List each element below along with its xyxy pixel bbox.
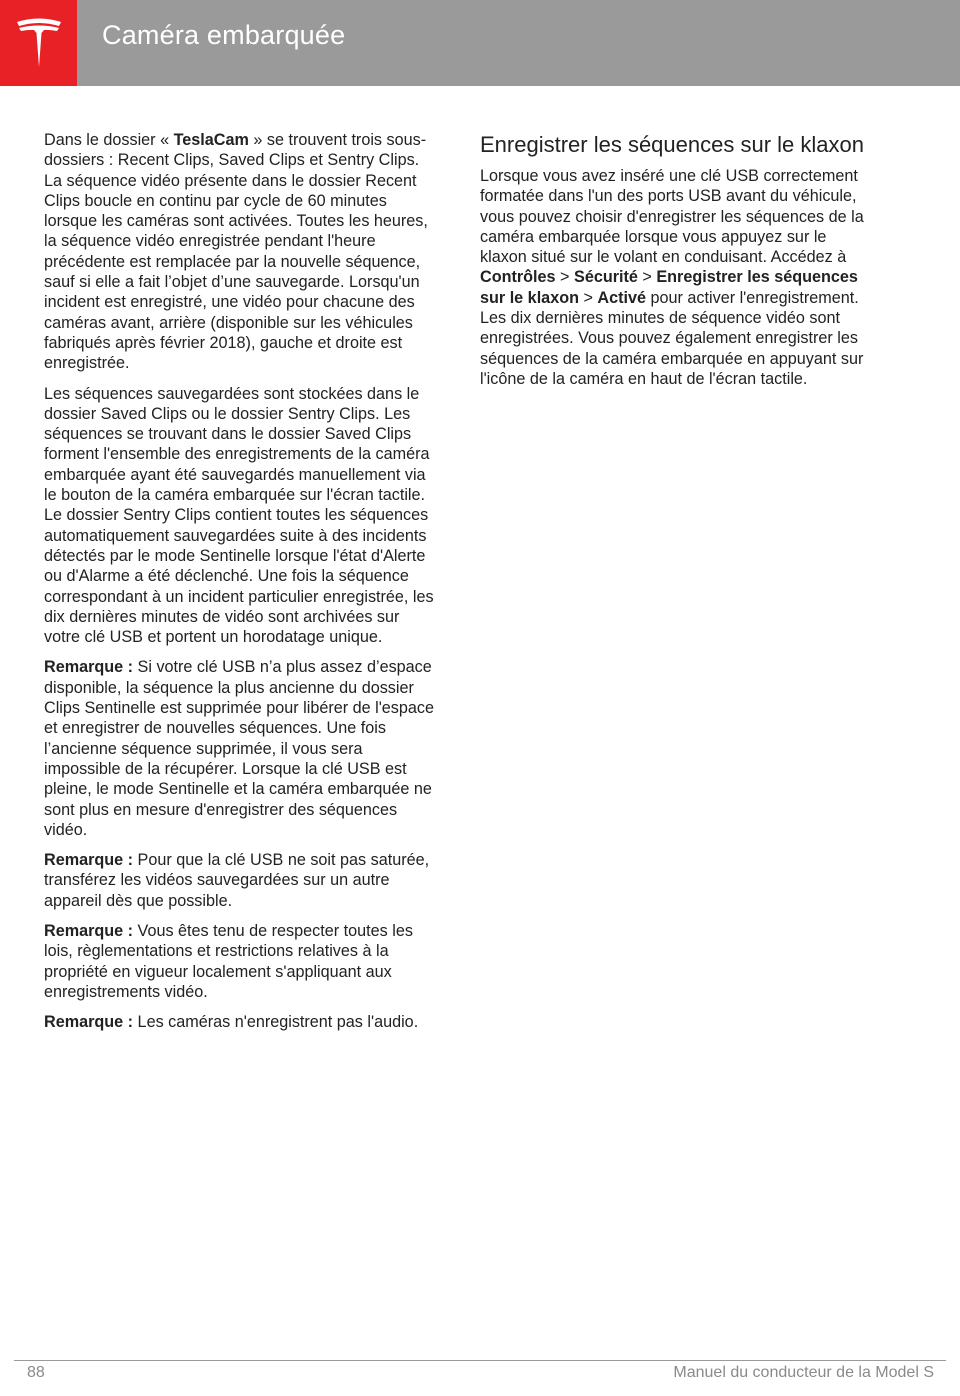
- note-laws: Remarque : Vous êtes tenu de respecter toutes les lois, règlementations et restrictions relatives à la propriété en vigueur localement s'appliquant aux enregistrements vidéo.: [44, 921, 413, 1001]
- menu-path-on: Activé: [597, 288, 647, 307]
- manual-title: Manuel du conducteur de la Model S: [673, 1364, 934, 1381]
- note-no-audio: Remarque : Les caméras n'enregistrent pas l'audio.: [44, 1013, 419, 1032]
- menu-path-security: Sécurité: [574, 268, 638, 287]
- tesla-logo: [0, 0, 77, 86]
- page-title: Caméra embarquée: [102, 20, 346, 50]
- paragraph-saved-clips: Les séquences sauvegardées sont stockées dans le dossier Saved Clips ou le dossier Sentry Clips. Les séquences se trouvant dans le dossier Saved Clips forment l'ensemble des enregistrements de la caméra embarquée ayant été sauvegardés manuellement via le bouton de la caméra embarquée sur l'écran tactile. Le dossier Sentry Clips contient toutes les séquences automatiquement sauvegardées suite à des incidents détectés par le mode Sentinelle lorsque l'état d'Alerte ou d'Alarme a été déclenché. Une fois la séquence correspondant à un incident particulier enregistrée, les dix dernières minutes de vidéo sont archivées sur votre clé USB et portent un horodatage unique.: [44, 384, 434, 647]
- note-label: Remarque :: [44, 1013, 134, 1032]
- menu-path-horn-recording: Enregistrer les séquences sur le klaxon: [480, 268, 858, 307]
- note-storage-full: Remarque : Si votre clé USB n’a plus assez d’espace disponible, la séquence la plus ancienne du dossier Clips Sentinelle est supprimée pour libérer de l'espace et enregistrer de nouvelles séquences. Une fois l’ancienne séquence supprimée, il vous sera impossible de la récupérer. Lorsque la clé USB est pleine, le mode Sentinelle et la caméra embarquée ne sont plus en mesure d'enregistrer des séquences vidéo.: [44, 658, 435, 839]
- note-transfer-videos: Remarque : Pour que la clé USB ne soit pas saturée, transférez les vidéos sauvegardées sur un autre appareil dès que possible.: [44, 851, 430, 910]
- footer-divider: [14, 1360, 946, 1361]
- paragraph-horn-recording: Lorsque vous avez inséré une clé USB correctement formatée dans l'un des ports USB avant du véhicule, vous pouvez choisir d'enregistrer les séquences de la caméra embarquée lorsque vous appuyez sur le klaxon situé sur le volant en conduisant. Accédez à Contrôles > Sécurité > Enregistrer les séquences sur le klaxon > Activé pour activer l'enregistrement. Les dix dernières minutes de séquence vidéo sont enregistrées. Vous pouvez également enregistrer les séquences de la caméra embarquée en appuyant sur l'icône de la caméra en haut de l'écran tactile.: [480, 167, 864, 388]
- right-column: [480, 132, 875, 399]
- menu-path-controls: Contrôles: [480, 268, 556, 287]
- header-bar: [0, 0, 960, 86]
- left-column: [44, 130, 439, 1042]
- note-label: Remarque :: [44, 921, 134, 940]
- note-label: Remarque :: [44, 851, 134, 870]
- teslacam-term: TeslaCam: [173, 131, 249, 149]
- page-number: 88: [27, 1364, 45, 1381]
- tesla-logo-icon: [14, 16, 64, 70]
- note-label: Remarque :: [44, 658, 134, 677]
- paragraph-teslacam-folders: Dans le dossier « TeslaCam » se trouvent trois sous-dossiers : Recent Clips, Saved Clips et Sentry Clips. La séquence vidéo présente dans le dossier Recent Clips boucle en continu par cycle de 60 minutes lorsque les caméras sont activées. Toutes les heures, la séquence vidéo enregistrée pendant l'heure précédente est remplacée par la nouvelle séquence, sauf si elle a fait l’objet d’une sauvegarde. Lorsqu'un incident est enregistré, une vidéo pour chacune des caméras avant, arrière (disponible sur les véhicules fabriqués après février 2018), gauche et droite est enregistrée.: [44, 131, 428, 373]
- section-heading-horn-recording: Enregistrer les séquences sur le klaxon: [480, 132, 864, 157]
